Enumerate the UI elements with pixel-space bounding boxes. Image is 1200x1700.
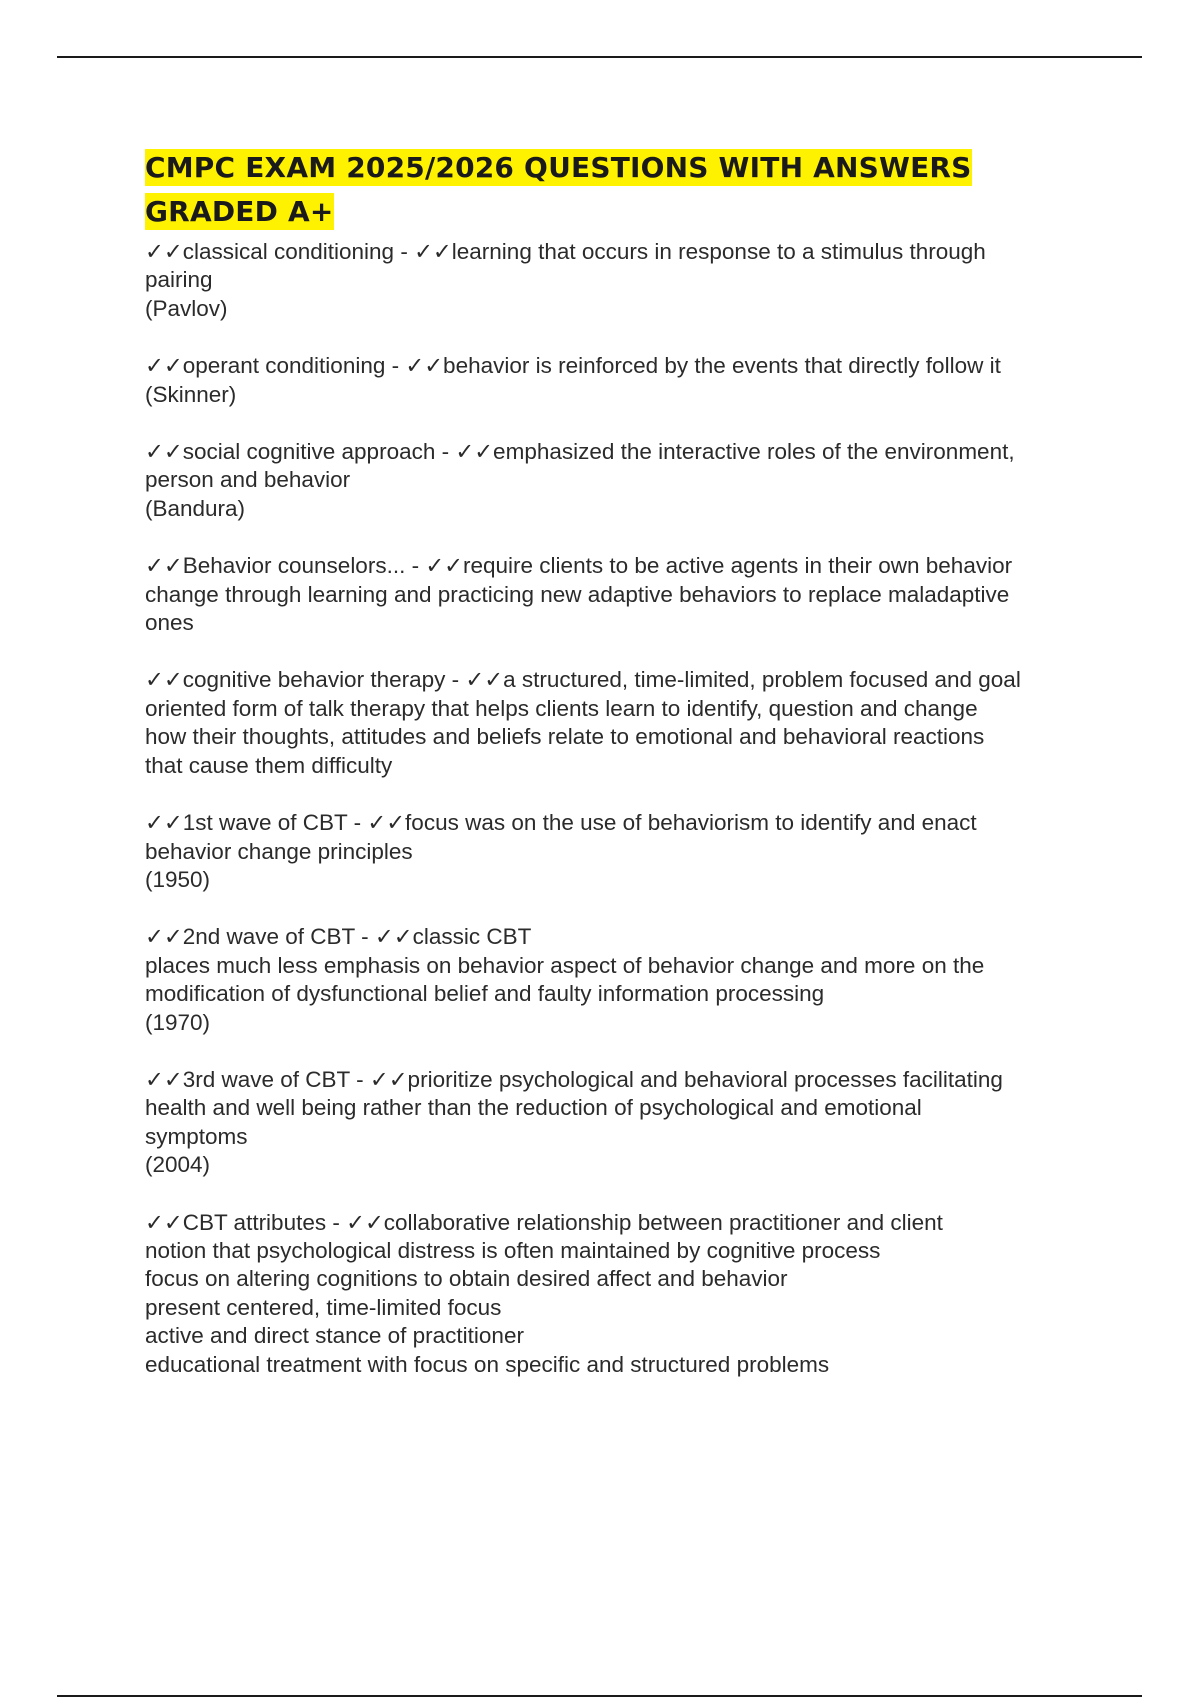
entry-line: (1970): [145, 1009, 211, 1035]
qa-entry: [145, 923, 1105, 1037]
entry-line: modification of dysfunctional belief and faulty information processing: [145, 981, 825, 1007]
qa-entry: [145, 1066, 1105, 1180]
entry-line: oriented form of talk therapy that helps clients learn to identify, question and change: [145, 695, 978, 721]
entry-line: (Pavlov): [145, 295, 228, 321]
entry-line: ✓✓classical conditioning - ✓✓learning that occurs in response to a stimulus through: [145, 239, 986, 264]
entry-line: pairing: [145, 267, 213, 293]
title-highlight: CMPC EXAM 2025/2026 QUESTIONS WITH ANSWERS GRADED A+: [145, 151, 972, 228]
entry-line: ✓✓CBT attributes - ✓✓collaborative relationship between practitioner and client: [145, 1209, 943, 1235]
entry-line: ✓✓3rd wave of CBT - ✓✓prioritize psychological and behavioral processes facilitating: [145, 1066, 1003, 1092]
entry-line: ✓✓2nd wave of CBT - ✓✓classic CBT: [145, 924, 532, 950]
entry-line: how their thoughts, attitudes and beliefs relate to emotional and behavioral reactions: [145, 724, 985, 750]
entry-line: places much less emphasis on behavior aspect of behavior change and more on the: [145, 952, 985, 978]
entry-line: ✓✓operant conditioning - ✓✓behavior is reinforced by the events that directly follow it: [145, 353, 1001, 379]
qa-entry: [145, 438, 1105, 523]
entry-line: that cause them difficulty: [145, 752, 393, 778]
entry-line: (1950): [145, 866, 211, 892]
document-title: [145, 146, 1105, 234]
entry-line: present centered, time-limited focus: [145, 1294, 502, 1320]
entry-line: person and behavior: [145, 467, 351, 493]
qa-entry: [145, 666, 1105, 780]
entry-line: change through learning and practicing new adaptive behaviors to replace maladaptive: [145, 581, 1010, 607]
qa-entry: [145, 809, 1105, 894]
entry-line: (2004): [145, 1152, 211, 1178]
entry-line: notion that psychological distress is often maintained by cognitive process: [145, 1237, 881, 1263]
document-body: [145, 146, 1105, 1408]
header-rule: [57, 56, 1142, 58]
entry-line: active and direct stance of practitioner: [145, 1323, 524, 1349]
qa-entry: [145, 352, 1105, 409]
entry-line: ones: [145, 610, 194, 636]
qa-entry: [145, 238, 1105, 323]
entry-line: symptoms: [145, 1123, 248, 1149]
entry-line: ✓✓Behavior counselors... - ✓✓require clients to be active agents in their own behavior: [145, 553, 1013, 579]
entry-line: health and well being rather than the reduction of psychological and emotional: [145, 1095, 922, 1121]
entry-line: (Skinner): [145, 381, 237, 407]
entry-line: educational treatment with focus on specific and structured problems: [145, 1351, 830, 1377]
entry-line: ✓✓1st wave of CBT - ✓✓focus was on the use of behaviorism to identify and enact: [145, 810, 977, 836]
entry-line: (Bandura): [145, 495, 246, 521]
entry-line: ✓✓social cognitive approach - ✓✓emphasized the interactive roles of the environment,: [145, 439, 1015, 465]
qa-entry: [145, 552, 1105, 637]
entry-line: focus on altering cognitions to obtain desired affect and behavior: [145, 1266, 788, 1292]
entry-line: ✓✓cognitive behavior therapy - ✓✓a structured, time-limited, problem focused and goal: [145, 667, 1021, 693]
entry-line: behavior change principles: [145, 838, 413, 864]
footer-rule: [57, 1695, 1142, 1697]
qa-entry: [145, 1209, 1105, 1379]
